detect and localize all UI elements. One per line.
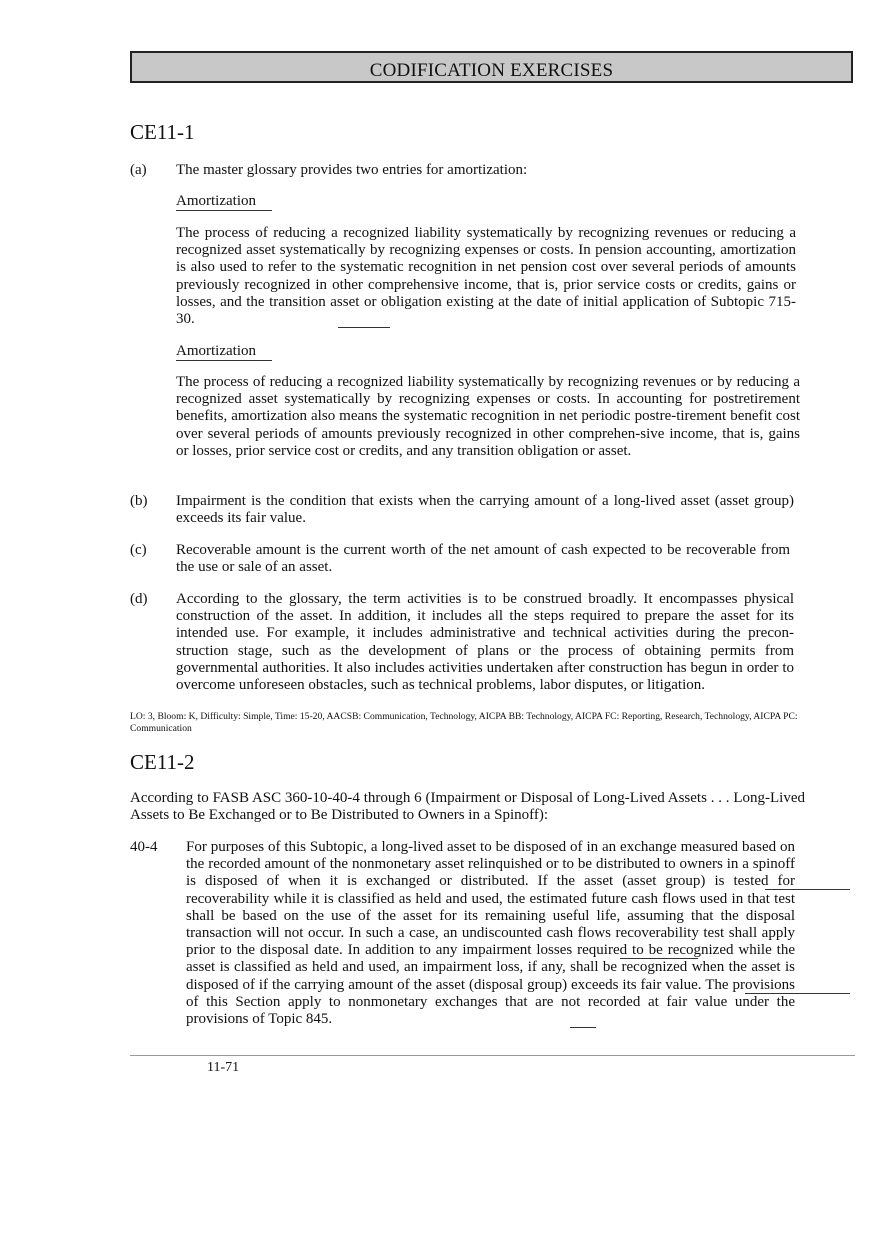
page-number: 11-71: [207, 1060, 240, 1075]
glossary-definition-1: The process of reducing a recognized liability systematically by recognizing revenues or reducing a recognized asset systematically by recognizing expenses or costs. In pension accounting, amortization is also used to refer to the systematic recognition in net pension cost over several periods of amounts previously recognized in other comprehensive income, that is, prior service costs or credits, gains or losses, and the transition asset or obligation existing at the date of initial application of Subtopic 715-30.: [176, 225, 796, 328]
reference-underline: [338, 327, 390, 328]
margin-rule-1: [765, 889, 850, 890]
paragraph-text: For purposes of this Subtopic, a long-lived asset to be disposed of in an exchange measured based on the recorded amount of the nonmonetary asset relinquished or to be distributed to owners in a spinoff is disposed of when it is exchanged or distributed. If the asset (asset group) is tested for recoverability while it is classified as held and used, the estimated future cash flows used in that test shall be based on the use of the asset for its remaining useful life, assuming that the disposal transaction will not occur. In such a case, an undiscounted cash flows recoverability test shall apply prior to the disposal date. In addition to any impairment losses required to be recognized while the asset is classified as held and used, an impairment loss, if any, shall be recognized when the asset is disposed of if the carrying amount of the asset (disposal group) exceeds its fair value. The provisions of this Section apply to nonmonetary exchanges that are not recorded at fair value under the provisions of Topic 845.: [186, 839, 795, 1028]
impairment-underline: [620, 958, 698, 959]
item-text-b: Impairment is the condition that exists when the carrying amount of a long-lived asset (asset group) exceeds its fair value.: [176, 493, 794, 527]
glossary-definition-2: The process of reducing a recognized liability systematically by recognizing revenues or by reducing a recognized asset systematically by recognizing expenses or costs. In accounting for postretirement benefits, amortization also means the systematic recognition in net periodic postre-tirement benefit cost over several periods of amounts previously recognized in other comprehen-sive income, that is, gains or losses, prior service cost or credits, and any transition obligation or asset.: [176, 374, 800, 459]
item-label-d: (d): [130, 591, 148, 607]
glossary-term-2: Amortization: [176, 343, 256, 359]
term-underline-2: [176, 360, 272, 361]
margin-rule-2: [745, 993, 850, 994]
item-label-b: (b): [130, 493, 148, 509]
item-text-c: Recoverable amount is the current worth of the net amount of cash expected to be recoverable from the use or sale of an asset.: [176, 542, 790, 576]
exercise-heading-ce11-2: CE11-2: [130, 750, 195, 774]
item-text-a: The master glossary provides two entries for amortization:: [176, 162, 528, 178]
ce11-2-intro: According to FASB ASC 360-10-40-4 through 6 (Impairment or Disposal of Long-Lived Assets . . . Long-Lived Assets to Be Exchanged or to Be Distributed to Owners in a Spinoff):: [130, 790, 805, 824]
exercise-heading-ce11-1: CE11-1: [130, 120, 195, 144]
term-underline-1: [176, 210, 272, 211]
paragraph-number: 40-4: [130, 839, 158, 855]
item-label-a: (a): [130, 162, 147, 178]
codification-paragraph-40-4: [130, 839, 795, 1028]
item-label-c: (c): [130, 542, 147, 558]
learning-objectives-note: LO: 3, Bloom: K, Difficulty: Simple, Time: 15-20, AACSB: Communication, Technology, AICPA BB: Technology, AICPA FC: Reporting, Research, Technology, AICPA PC: Communication: [130, 711, 798, 734]
footer-divider: [130, 1055, 855, 1056]
item-text-d: According to the glossary, the term activities is to be construed broadly. It encompasses physical construction of the asset. In addition, it includes all the steps required to prepare the asset for its intended use. For example, it includes administrative and technical activities during the precon-struction stage, such as the development of plans or the process of obtaining permits from governmental authorities. It also includes activities undertaken after construction has begun in order to overcome unforeseen obstacles, such as technical problems, labor disputes, or litigation.: [176, 591, 794, 694]
section-banner: CODIFICATION EXERCISES: [130, 51, 853, 83]
end-rule: [570, 1027, 596, 1028]
glossary-term-1: Amortization: [176, 193, 256, 209]
